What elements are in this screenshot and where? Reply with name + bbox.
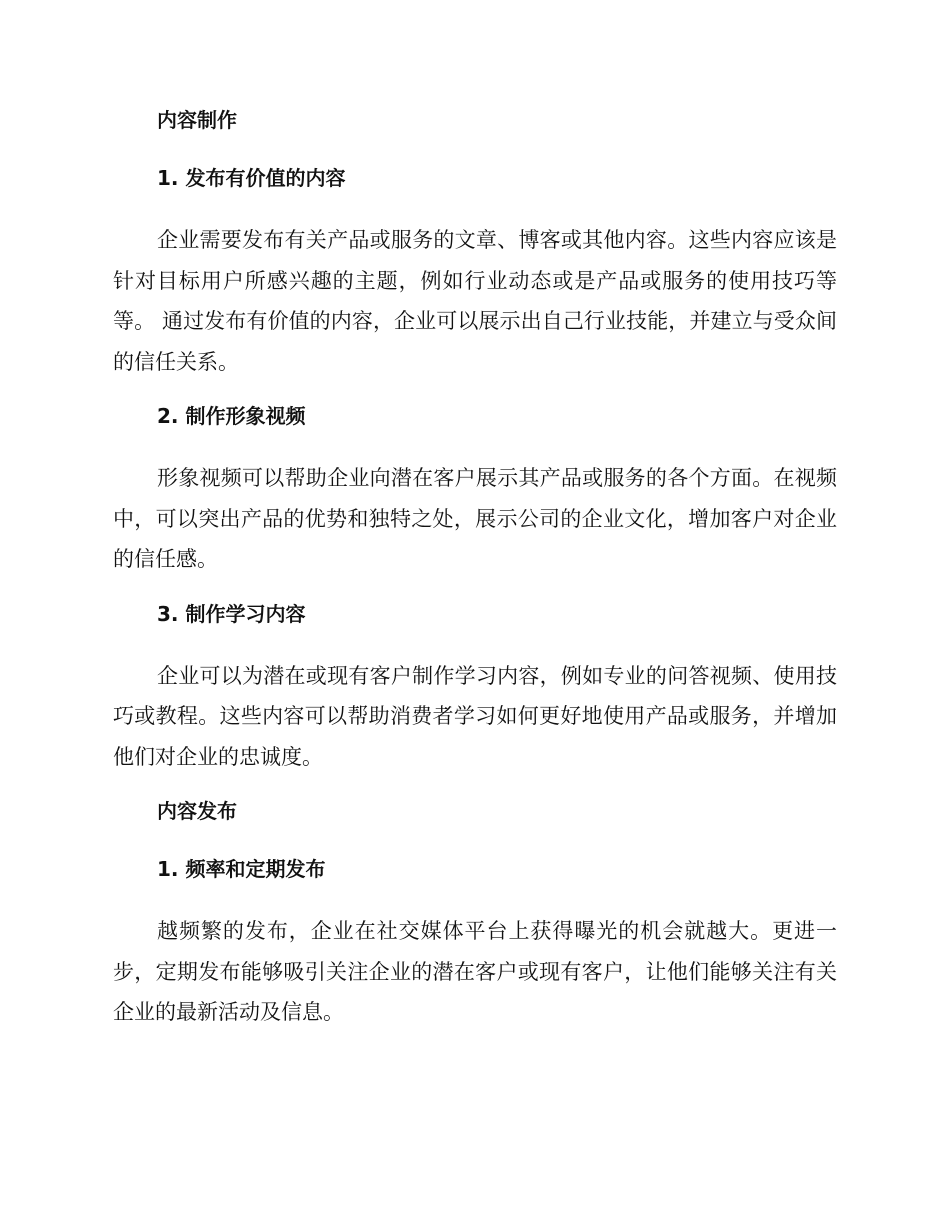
paragraph: 形象视频可以帮助企业向潜在客户展示其产品或服务的各个方面。在视频中，可以突出产品的优势和独特之处，展示公司的企业文化，增加客户对企业的信任感。: [113, 466, 837, 571]
subsection-heading: 3. 制作学习内容: [157, 601, 306, 626]
paragraph: 越频繁的发布，企业在社交媒体平台上获得曝光的机会就越大。更进一步，定期发布能够吸引关注企业的潜在客户或现有客户，让他们能够关注有关企业的最新活动及信息。: [113, 919, 837, 1024]
subsection-heading: 1. 频率和定期发布: [157, 857, 326, 881]
subsection-heading: 1. 发布有价值的内容: [157, 166, 346, 190]
section-title: 内容发布: [157, 799, 237, 823]
paragraph: 企业需要发布有关产品或服务的文章、博客或其他内容。这些内容应该是针对目标用户所感兴趣的主题，例如行业动态或是产品或服务的使用技巧等等。 通过发布有价值的内容，企业可以展示出自己行业技能，并建立与受众间的信任关系。: [113, 228, 837, 374]
subsection-heading: 2. 制作形象视频: [157, 404, 306, 428]
document-page: [113, 104, 837, 1051]
section-title: 内容制作: [157, 108, 237, 132]
paragraph: 企业可以为潜在或现有客户制作学习内容，例如专业的问答视频、使用技巧或教程。这些内容可以帮助消费者学习如何更好地使用产品或服务，并增加他们对企业的忠诚度。: [113, 663, 837, 769]
